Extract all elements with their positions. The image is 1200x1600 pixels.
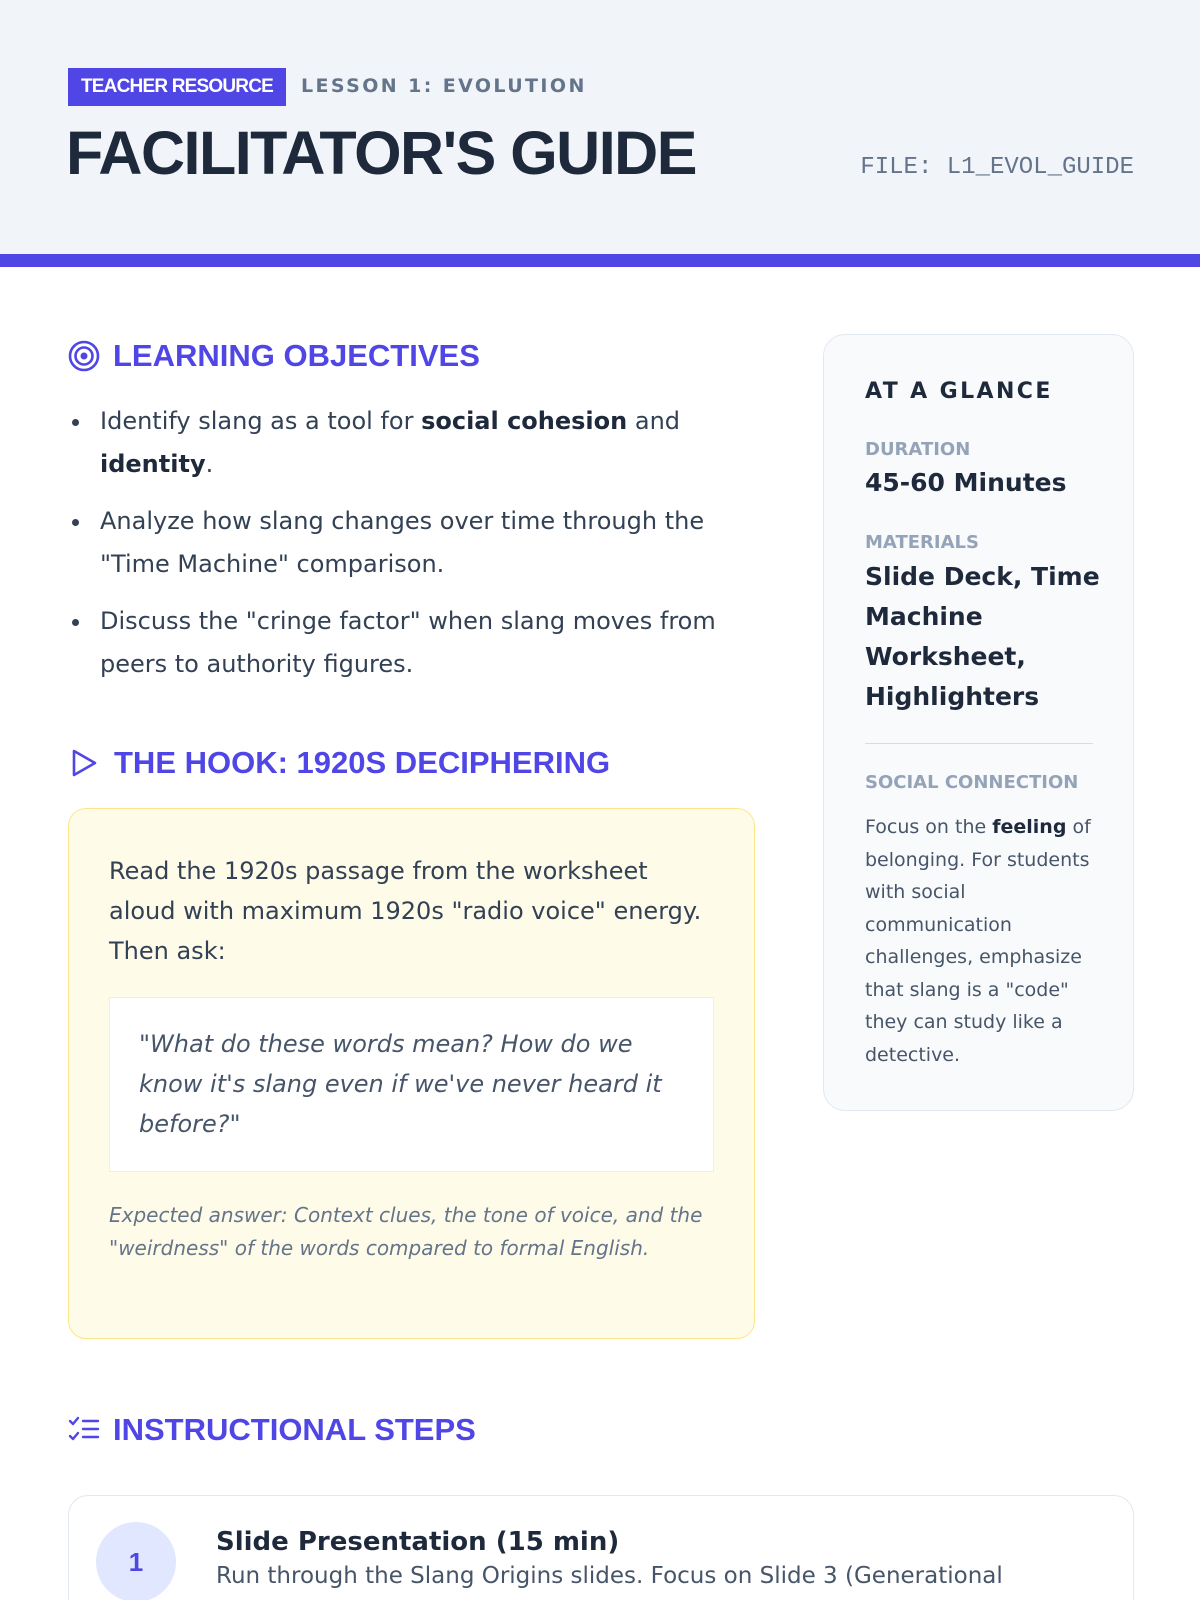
- list-item: Analyze how slang changes over time through the "Time Machine" comparison.: [68, 500, 758, 586]
- divider: [865, 743, 1093, 744]
- resource-badge: TEACHER RESOURCE: [68, 68, 286, 106]
- objectives-list: [68, 400, 758, 700]
- play-icon: [68, 747, 100, 779]
- glance-title: AT A GLANCE: [865, 379, 1053, 404]
- duration-label: DURATION: [865, 439, 971, 460]
- expected-answer: Expected answer: Context clues, the tone of voice, and the "weirdness" of the words compared to formal English.: [109, 1203, 703, 1260]
- hook-heading: [68, 745, 610, 781]
- hook-callout: [68, 808, 755, 1339]
- checklist-icon: [68, 1414, 100, 1446]
- at-a-glance-card: [823, 334, 1134, 1111]
- lesson-label: LESSON 1: EVOLUTION: [301, 75, 587, 97]
- page-title: FACILITATOR'S GUIDE: [66, 119, 696, 187]
- hook-heading-text: THE HOOK: 1920S DECIPHERING: [114, 745, 611, 780]
- social-connection-label: SOCIAL CONNECTION: [865, 772, 1079, 793]
- social-connection-text: Focus on the feeling of belonging. For students with social communication challenges, emphasize that slang is a "code" they can study like a detective.: [865, 816, 1091, 1066]
- step-title: Slide Presentation (15 min): [216, 1527, 620, 1557]
- header-accent-bar: [0, 254, 1200, 267]
- materials-label: MATERIALS: [865, 532, 979, 553]
- duration-value: 45-60 Minutes: [865, 468, 1067, 497]
- list-item: Discuss the "cringe factor" when slang moves from peers to authority figures.: [68, 600, 758, 686]
- hook-intro: Read the 1920s passage from the worksheet aloud with maximum 1920s "radio voice" energy. Then ask:: [109, 857, 702, 965]
- header: [0, 0, 1200, 254]
- step-card: [68, 1495, 1134, 1600]
- step-description: Run through the Slang Origins slides. Focus on Slide 3 (Generational: [216, 1563, 1003, 1589]
- steps-heading-text: INSTRUCTIONAL STEPS: [113, 1412, 476, 1447]
- step-number: 1: [96, 1522, 176, 1600]
- steps-heading: [68, 1412, 476, 1448]
- list-item: Identify slang as a tool for social cohesion and identity.: [68, 400, 758, 486]
- file-id: FILE: L1_EVOL_GUIDE: [860, 154, 1134, 181]
- objectives-heading-text: LEARNING OBJECTIVES: [113, 338, 480, 373]
- materials-value: Slide Deck, Time Machine Worksheet, Highlighters: [865, 562, 1100, 711]
- target-icon: [68, 340, 100, 372]
- objectives-heading: [68, 338, 480, 374]
- discussion-quote: [109, 997, 714, 1172]
- quote-text: "What do these words mean? How do we know it's slang even if we've never heard it before?": [139, 1030, 662, 1138]
